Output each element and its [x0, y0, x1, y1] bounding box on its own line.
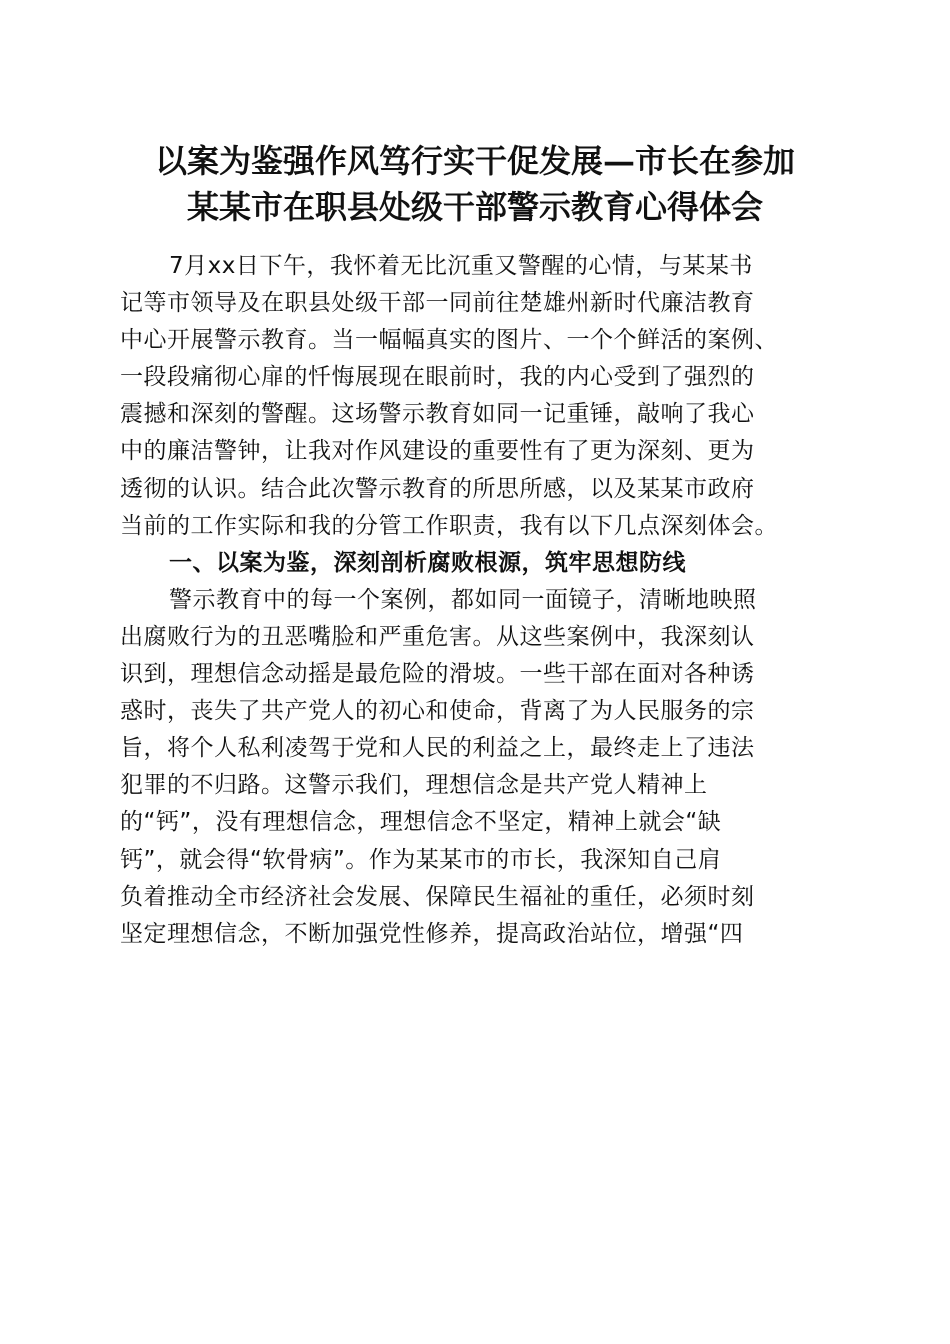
paragraph-line: 7月xx日下午，我怀着无比沉重又警醒的心情，与某某书 — [169, 253, 753, 279]
paragraph-line: 旨，将个人私利凌驾于党和人民的利益之上，最终走上了违法 — [120, 735, 755, 762]
paragraph-line: 识到，理想信念动摇是最危险的滑坡。一些干部在面对各种诱 — [120, 661, 755, 688]
title-line-1: 以案为鉴强作风笃行实干促发展—市长在参加 — [154, 142, 795, 180]
title-line-2: 某某市在职县处级干部警示教育心得体会 — [186, 188, 763, 226]
paragraph-line: 震撼和深刻的警醒。这场警示教育如同一记重锤，敲响了我心 — [120, 401, 755, 428]
paragraph-line: 负着推动全市经济社会发展、保障民生福祉的重任，必须时刻 — [120, 883, 755, 910]
document-body — [120, 248, 830, 953]
paragraph-line: 的“钙”，没有理想信念，理想信念不坚定，精神上就会“缺 — [120, 809, 722, 836]
paragraph-line: 中心开展警示教育。当一幅幅真实的图片、一个个鲜活的案例、 — [120, 327, 778, 354]
paragraph-line: 坚定理想信念，不断加强党性修养，提高政治站位，增强“四 — [120, 920, 744, 947]
paragraph-line: 钙”，就会得“软骨病”。作为某某市的市长，我深知自己肩 — [120, 846, 722, 873]
paragraph-line: 透彻的认识。结合此次警示教育的所思所感，以及某某市政府 — [120, 475, 755, 502]
section-heading: 一、以案为鉴，深刻剖析腐败根源，筑牢思想防线 — [169, 549, 686, 576]
paragraph-line: 犯罪的不归路。这警示我们，理想信念是共产党人精神上 — [120, 772, 708, 799]
paragraph-line: 警示教育中的每一个案例，都如同一面镜子，清晰地映照 — [169, 586, 757, 613]
paragraph-line: 记等市领导及在职县处级干部一同前往楚雄州新时代廉洁教育 — [120, 290, 755, 317]
paragraph-line: 当前的工作实际和我的分管工作职责，我有以下几点深刻体会。 — [120, 512, 778, 539]
document-title — [100, 138, 850, 230]
paragraph-line: 出腐败行为的丑恶嘴脸和严重危害。从这些案例中，我深刻认 — [120, 623, 755, 650]
paragraph-line: 中的廉洁警钟，让我对作风建设的重要性有了更为深刻、更为 — [120, 438, 755, 465]
paragraph-line: 一段段痛彻心扉的忏悔展现在眼前时，我的内心受到了强烈的 — [120, 364, 755, 391]
paragraph-line: 惑时，丧失了共产党人的初心和使命，背离了为人民服务的宗 — [120, 698, 755, 725]
